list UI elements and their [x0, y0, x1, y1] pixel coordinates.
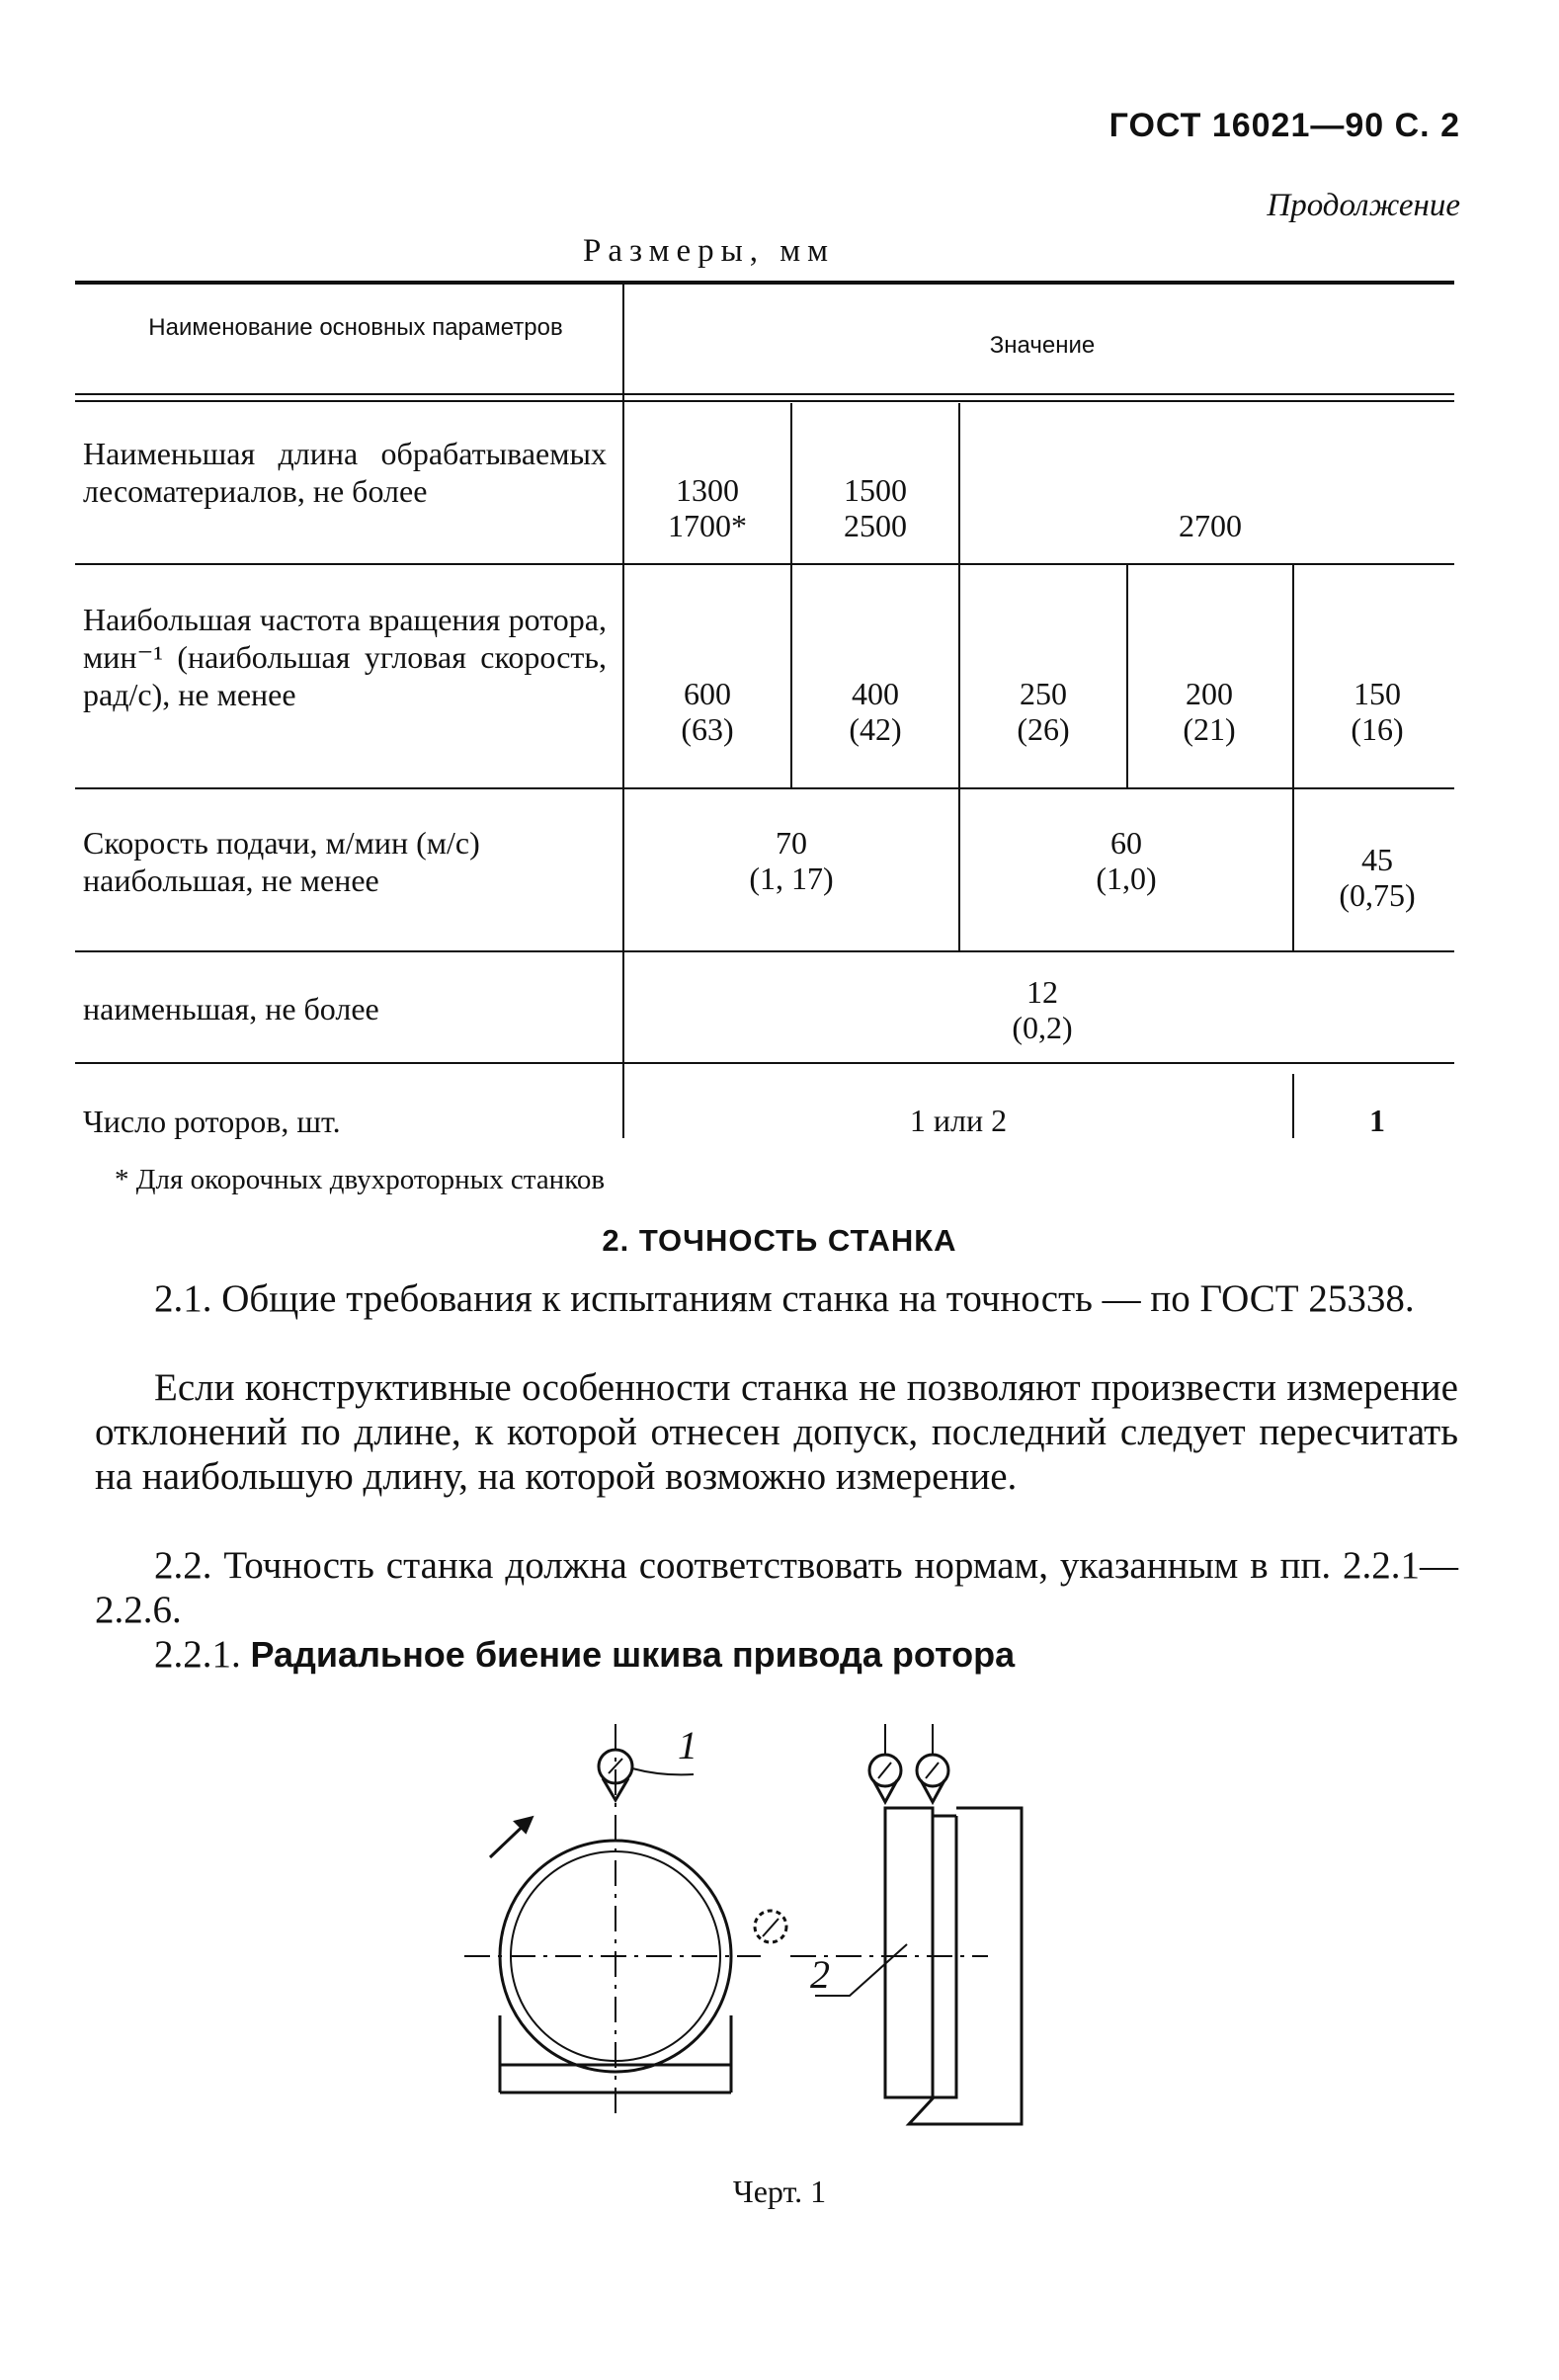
paragraph-2-2 [95, 1543, 1458, 1632]
cell-divider [958, 565, 960, 787]
dial-indicator-3 [917, 1724, 948, 1802]
value-cell: 45 (0,75) [1339, 842, 1416, 913]
cell-divider [1126, 565, 1128, 787]
value-cell: 2700 [1179, 508, 1242, 543]
cell-divider [1292, 1074, 1294, 1138]
cell-divider [790, 565, 792, 787]
value-cell: 250 (26) [1017, 676, 1070, 747]
table-top-rule [75, 281, 1454, 285]
paragraph-heading: Радиальное биение шкива привода ротора [250, 1634, 1016, 1675]
table-header-rule [75, 393, 1454, 395]
paragraph-number: 2.2.1. [154, 1633, 241, 1676]
column-divider [622, 283, 624, 1138]
row-divider [75, 787, 1454, 789]
paragraph-text: 2.1. Общие требования к испытаниям станка на точность — по ГОСТ 25338. [154, 1277, 1415, 1320]
table-footnote: * Для окорочных двухроторных станков [115, 1164, 606, 1195]
param-rotor-count: Число роторов, шт. [83, 1104, 341, 1139]
row-divider [75, 563, 1454, 565]
page-header: ГОСТ 16021—90 С. 2 [1108, 107, 1460, 144]
pulley-side-view [885, 1808, 1022, 2124]
figure-label-2: 2 [810, 1952, 830, 1997]
param-max-rotation: Наибольшая частота вращения ротора, мин⁻¹ (наибольшая угловая скорость, рад/с), не менее [83, 602, 607, 712]
row-divider [75, 950, 1454, 952]
dial-indicator-2 [869, 1724, 901, 1802]
value-cell: 1500 2500 [844, 472, 907, 543]
paragraph-2-1 [95, 1276, 1458, 1321]
param-feed-speed-min: наименьшая, не более [83, 991, 379, 1026]
value-cell: 400 (42) [849, 676, 902, 747]
paragraph-text: Если конструктивные особенности станка не позволяют произвести измерение отклонений по длине, к которой отнесен допуск, последний следует пересчитать на наибольшую длину, на которой возможно измерение. [95, 1366, 1458, 1498]
units-label: Размеры, мм [583, 233, 836, 269]
rotation-arrow [490, 1818, 532, 1857]
figure-rotor-pulley [435, 1719, 1027, 2144]
paragraph-2-2-1 [95, 1632, 1458, 1677]
param-min-length: Наименьшая длина обрабатываемых лесоматериалов, не более [83, 436, 607, 509]
value-cell: 1 [1369, 1103, 1385, 1138]
value-cell: 600 (63) [681, 676, 734, 747]
value-cell: 150 (16) [1351, 676, 1404, 747]
value-cell: 1300 1700* [668, 472, 747, 543]
param-feed-speed-max: Скорость подачи, м/мин (м/с) наибольшая, не менее [83, 825, 480, 898]
table-header-rule-2 [75, 400, 1454, 402]
figure-caption: Черт. 1 [732, 2174, 827, 2209]
cell-divider [958, 403, 960, 563]
column-header-name: Наименование основных параметров [148, 314, 563, 341]
value-cell: 200 (21) [1183, 676, 1236, 747]
continuation-label: Продолжение [1267, 188, 1460, 223]
value-cell: 1 или 2 [909, 1103, 1008, 1138]
value-cell: 70 (1, 17) [749, 825, 834, 896]
paragraph-text: 2.2. Точность станка должна соответствовать нормам, указанным в пп. 2.2.1—2.2.6. [95, 1544, 1458, 1631]
value-cell: 12 (0,2) [1012, 974, 1073, 1045]
paragraph-feasibility [95, 1365, 1458, 1499]
column-header-value: Значение [989, 332, 1096, 359]
value-cell: 60 (1,0) [1096, 825, 1157, 896]
figure-label-1: 1 [678, 1723, 697, 1767]
cell-divider [1292, 789, 1294, 950]
section-title: 2. ТОЧНОСТЬ СТАНКА [602, 1223, 957, 1258]
row-divider [75, 1062, 1454, 1064]
cell-divider [958, 789, 960, 950]
cell-divider [790, 403, 792, 563]
cell-divider [1292, 565, 1294, 787]
